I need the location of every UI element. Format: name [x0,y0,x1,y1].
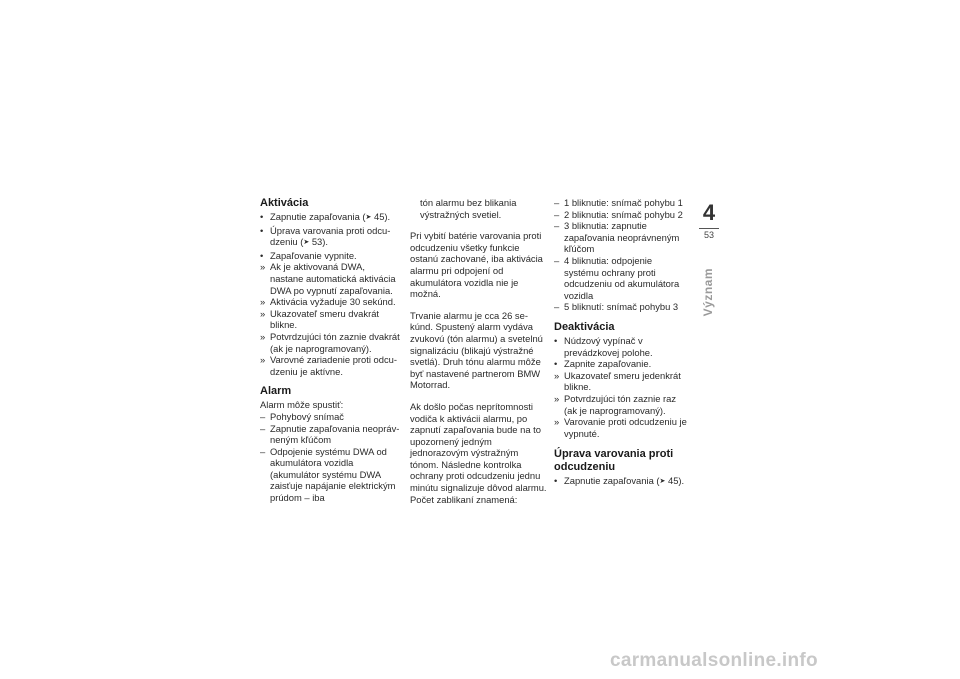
section-title: Význam [701,268,715,317]
paragraph-alarm-duration: Trvanie alarmu je cca 26 sekúnd. Spustený alarm vydáva zvukovú (tón alarmu) a svetelnú signalizáciu (blikajú výstražné svetlá). Druh tónu alarmu môže byť nastavené partnerom BMW Motorrad. [410,309,543,391]
item-text: Zapnutie zapaľovania neoprávneným kľúčom [270,422,400,446]
item-text: Potvrdzujúci tón zaznie dvakrát (ak je naprogramovaný). [270,330,400,354]
result-marker: » [260,330,266,342]
list-item [260,423,400,446]
page-reference[interactable]: 45). [665,475,685,487]
list-item [554,358,688,370]
result-marker: » [260,261,266,273]
page-reference-arrow-icon: ➤ [365,214,372,221]
page-reference-arrow-icon: ➤ [303,239,310,247]
list-item [260,225,400,250]
page-number: 53 [703,230,714,240]
list-item [260,331,400,354]
item-text: Pohybový snímač [270,410,344,422]
list-item [260,296,400,308]
list-item [260,250,400,262]
list-item [554,255,688,301]
item-text: Núdzový vypínač v prevádzkovej polohe. [564,334,653,358]
item-text: Zapnutie zapaľovania ( [564,475,660,487]
paragraph-blink-count: Počet zablikaní znamená: [410,493,518,505]
list-item [554,335,688,358]
item-text: 2 bliknutia: snímač pohybu 2 [564,208,683,220]
column-right [554,197,688,489]
list-item [554,393,688,416]
bullet-marker: • [554,334,558,346]
list-item [260,308,400,331]
column-middle [410,197,547,505]
list-item [260,411,400,423]
watermark: carmanualsonline.info [610,650,818,671]
result-marker: » [554,416,560,428]
item-text: Varovanie proti odcudzeniu je vypnuté. [564,416,687,439]
alarm-list [260,411,400,504]
alarm-continuation: tón alarmu bez blikania výstražných svetiel. [420,197,517,220]
list-item [260,261,400,296]
list-item [554,475,688,489]
dash-marker: – [554,220,560,232]
bullet-marker: • [260,224,264,236]
list-item [260,446,400,504]
item-text: Ukazovateľ smeru dvakrát blikne. [270,307,380,331]
dash-marker: – [554,254,560,266]
item-text: Ak je aktivovaná DWA, nastane automatická aktivácia DWA po vypnutí zapaľovania. [270,261,396,296]
item-text: Úprava varovania proti odcudzeniu ( [270,224,391,248]
chapter-number: 4 [702,200,716,225]
list-item [260,354,400,377]
blink-meaning-list [554,197,688,313]
item-text: 3 bliknutia: zapnutie zapaľovania neoprávneným kľúčom [564,220,680,255]
list-item [554,220,688,255]
dash-marker: – [554,197,560,208]
list-item [554,416,688,439]
result-marker: » [554,369,560,381]
heading-aktivacia: Aktivácia [260,197,309,209]
item-text: 4 bliknutia: odpojenie systému ochrany proti odcudzeniu od akumulátora vozidla [564,254,680,301]
bullet-marker: • [260,211,264,222]
heading-uprava: Úprava varovania proti odcudzeniu [554,448,674,474]
dash-marker: – [554,208,560,220]
item-text: Zapnite zapaľovanie. [564,358,652,370]
heading-deaktivacia: Deaktivácia [554,320,615,333]
page-reference[interactable]: 45). [371,211,391,222]
heading-alarm: Alarm [260,385,292,398]
result-marker: » [260,307,266,319]
bullet-marker: • [554,358,558,370]
aktivacia-list [260,211,400,377]
dash-marker: – [260,410,266,422]
page-reference-arrow-icon: ➤ [659,478,666,486]
item-text: 5 bliknutí: snímač pohybu 3 [564,301,679,313]
uprava-list [554,475,688,489]
list-item [554,301,688,313]
item-text: Potvrdzujúci tón zaznie raz (ak je naprogramovaný). [564,392,677,416]
result-marker: » [554,392,560,404]
column-left [260,197,400,504]
list-item [554,197,688,209]
alarm-intro: Alarm môže spustiť: [260,399,344,411]
dash-marker: – [554,301,560,313]
list-item [554,209,688,221]
result-marker: » [260,354,266,366]
list-item [260,211,400,225]
dash-marker: – [260,445,266,457]
paragraph-alarm-notice: Ak došlo počas neprítomnosti vodiča k aktivácii alarmu, po zapnutí zapaľovania bude na to upozornený jedným jednorazovým výstražným tónom. Následne kontrolka ochrany proti odcudzeniu jednu minútu signalizuje dôvod alarmu. [410,400,547,494]
bullet-marker: • [260,249,264,261]
item-text: Zapnutie zapaľovania ( [270,211,366,222]
item-text: 1 bliknutie: snímač pohybu 1 [564,197,683,208]
item-text: Aktivácia vyžaduje 30 sekúnd. [270,296,396,308]
item-text: Ukazovateľ smeru jedenkrát blikne. [564,369,681,393]
item-text: Odpojenie systému DWA od akumulátora vozidla (akumulátor systému DWA zaisťuje napájanie elektrickým prúdom – iba [270,445,396,504]
dash-marker: – [260,422,266,434]
item-text: Zapaľovanie vypnite. [270,249,357,261]
item-text: Varovné zariadenie proti odcudzeniu je aktívne. [270,354,397,377]
result-marker: » [260,296,266,308]
deaktivacia-list [554,335,688,439]
paragraph-battery: Pri vybití batérie varovania proti odcudzeniu všetky funkcie ostanú zachované, iba aktivácia alarmu pri odpojení od akumulátora vozidla nie je možná. [410,230,543,300]
list-item [554,370,688,393]
bullet-marker: • [554,475,558,487]
chapter-divider [699,228,719,229]
page-reference[interactable]: 53). [309,236,328,248]
